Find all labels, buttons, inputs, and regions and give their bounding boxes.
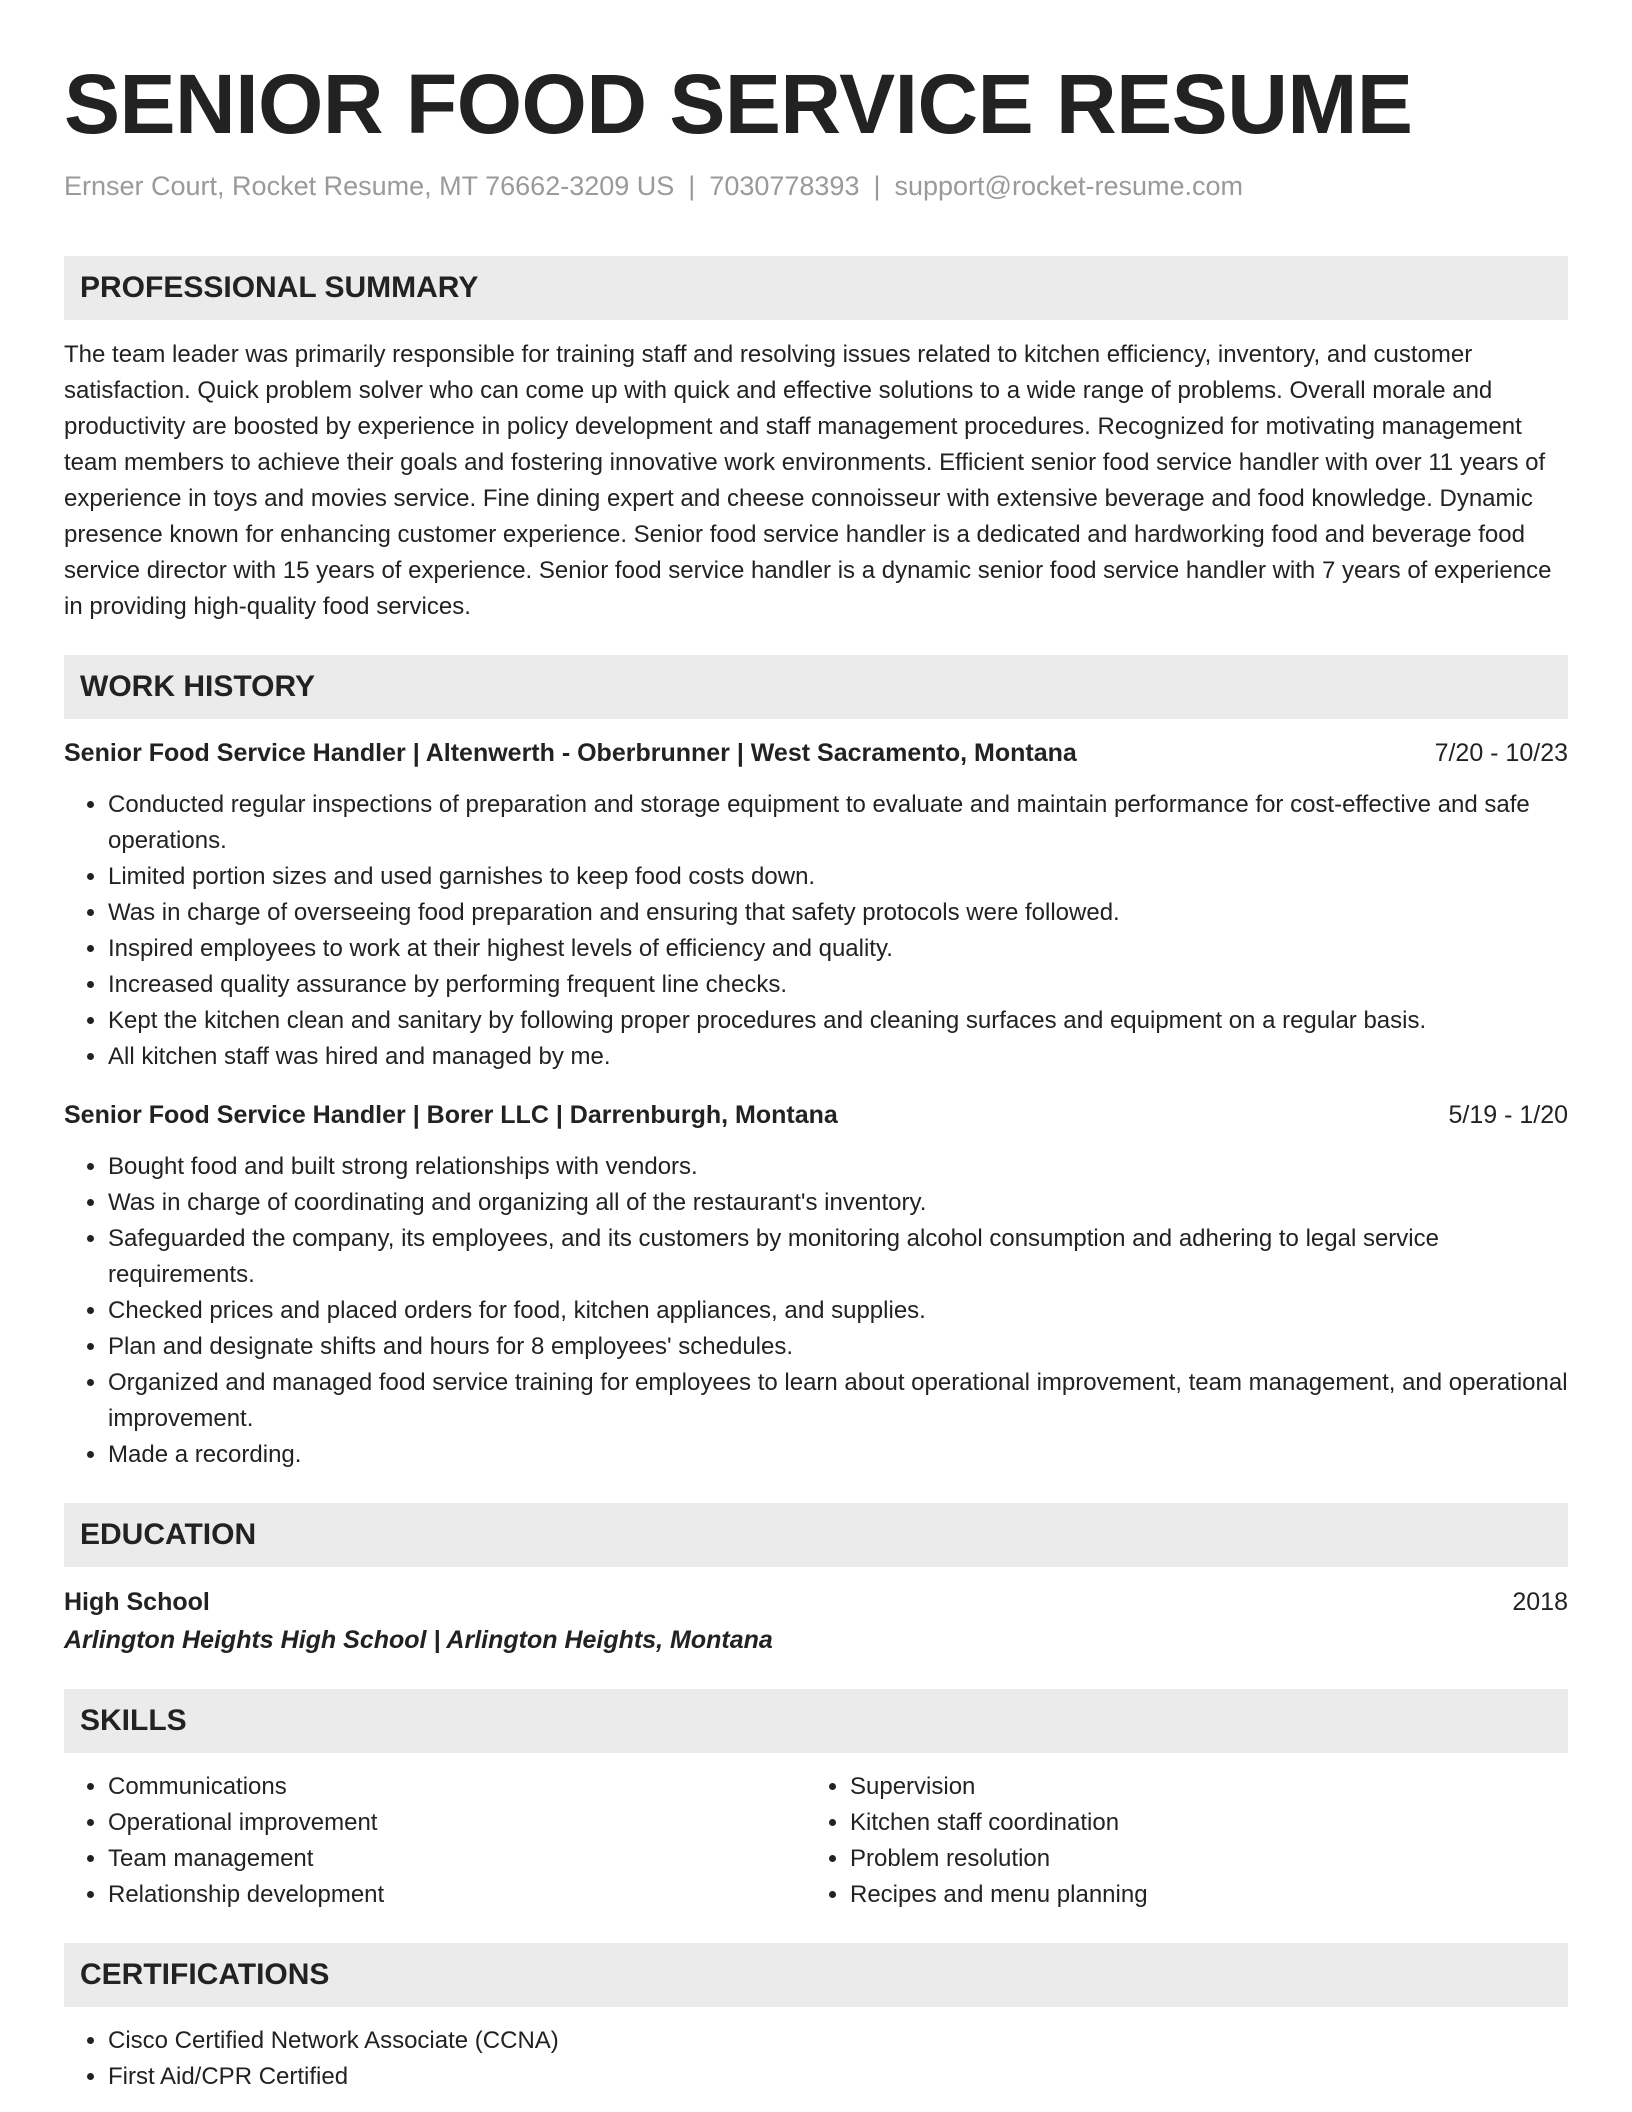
skill-item: • Supervision <box>850 1769 1548 1805</box>
job-bullet: • Checked prices and placed orders for food, kitchen appliances, and supplies. <box>108 1293 1568 1329</box>
job-bullet: • Inspired employees to work at their highest levels of efficiency and quality. <box>108 931 1568 967</box>
job-bullet: • Safeguarded the company, its employees, and its customers by monitoring alcohol consumption and adhering to legal service requirements. <box>108 1221 1568 1293</box>
skill-item: • Operational improvement <box>108 1805 806 1841</box>
job-bullet: • Plan and designate shifts and hours for 8 employees' schedules. <box>108 1329 1568 1365</box>
job-entry-2 <box>64 1097 1568 1473</box>
job-dates: 7/20 - 10/23 <box>1434 739 1568 767</box>
certifications-heading: CERTIFICATIONS <box>64 1943 1568 2007</box>
job-dates: 5/19 - 1/20 <box>1448 1101 1568 1129</box>
job-header <box>64 1097 1568 1133</box>
skill-item: • Recipes and menu planning <box>850 1877 1548 1913</box>
job-bullet: • Was in charge of coordinating and organizing all of the restaurant's inventory. <box>108 1185 1568 1221</box>
job-bullet: • Kept the kitchen clean and sanitary by following proper procedures and cleaning surfaces and equipment on a regular basis. <box>108 1003 1568 1039</box>
skills-column-right <box>806 1769 1548 1913</box>
certification-item: • Cisco Certified Network Associate (CCNA) <box>108 2023 1568 2059</box>
job-title: Senior Food Service Handler | Altenwerth - Oberbrunner | West Sacramento, Montana <box>64 739 1077 767</box>
contact-phone: 7030778393 <box>709 171 860 201</box>
certifications-list <box>64 2023 1568 2095</box>
education-heading: EDUCATION <box>64 1503 1568 1567</box>
education-school: Arlington Heights High School | Arlington Heights, Montana <box>64 1626 773 1654</box>
job-bullet: • Increased quality assurance by performing frequent line checks. <box>108 967 1568 1003</box>
job-bullet: • Conducted regular inspections of preparation and storage equipment to evaluate and maintain performance for cost-effective and safe operations. <box>108 787 1568 859</box>
job-bullet: • Limited portion sizes and used garnishes to keep food costs down. <box>108 859 1568 895</box>
work-history-heading: WORK HISTORY <box>64 655 1568 719</box>
resume-title: SENIOR FOOD SERVICE RESUME <box>64 57 1413 151</box>
skills-heading: SKILLS <box>64 1689 1568 1753</box>
education-header <box>64 1583 1568 1621</box>
job-bullet: • Bought food and built strong relationships with vendors. <box>108 1149 1568 1185</box>
contact-email: support@rocket-resume.com <box>894 171 1244 201</box>
job-bullets <box>64 787 1568 1075</box>
job-bullets <box>64 1149 1568 1473</box>
skill-item: • Relationship development <box>108 1877 806 1913</box>
skill-item: • Team management <box>108 1841 806 1877</box>
resume-page <box>64 54 1568 2095</box>
summary-heading: PROFESSIONAL SUMMARY <box>64 256 1568 320</box>
contact-separator: | <box>688 171 696 201</box>
certification-item: • First Aid/CPR Certified <box>108 2059 1568 2095</box>
summary-text: The team leader was primarily responsible for training staff and resolving issues related to kitchen efficiency, inventory, and customer satisfaction. Quick problem solver who can come up with quick and effective solutions to a wide range of problems. Overall morale and productivity are boosted by experience in policy development and staff management procedures. Recognized for motivating management team members to achieve their goals and fostering innovative work environments. Efficient senior food service handler with over 11 years of experience in toys and movies service. Fine dining expert and cheese connoisseur with extensive beverage and food knowledge. Dynamic presence known for enhancing customer experience. Senior food service handler is a dedicated and hardworking food and beverage food service director with 15 years of experience. Senior food service handler is a dynamic senior food service handler with 7 years of experience in providing high-quality food services. <box>64 341 1552 620</box>
skill-item: • Problem resolution <box>850 1841 1548 1877</box>
job-header <box>64 735 1568 771</box>
skill-item: • Communications <box>108 1769 806 1805</box>
skills-column-left <box>64 1769 806 1913</box>
skills-list <box>64 1769 1568 1913</box>
job-bullet: • Was in charge of overseeing food preparation and ensuring that safety protocols were followed. <box>108 895 1568 931</box>
education-degree: High School <box>64 1588 210 1616</box>
job-entry-1 <box>64 735 1568 1075</box>
contact-separator: | <box>873 171 881 201</box>
job-title: Senior Food Service Handler | Borer LLC | Darrenburgh, Montana <box>64 1101 838 1129</box>
contact-address: Ernser Court, Rocket Resume, MT 76662-3209 US <box>64 171 675 201</box>
contact-line <box>64 168 1568 204</box>
skill-item: • Kitchen staff coordination <box>850 1805 1548 1841</box>
job-bullet: • Organized and managed food service training for employees to learn about operational improvement, team management, and operational improvement. <box>108 1365 1568 1437</box>
education-year: 2018 <box>1512 1588 1568 1616</box>
job-bullet: • Made a recording. <box>108 1437 1568 1473</box>
job-bullet: • All kitchen staff was hired and managed by me. <box>108 1039 1568 1075</box>
